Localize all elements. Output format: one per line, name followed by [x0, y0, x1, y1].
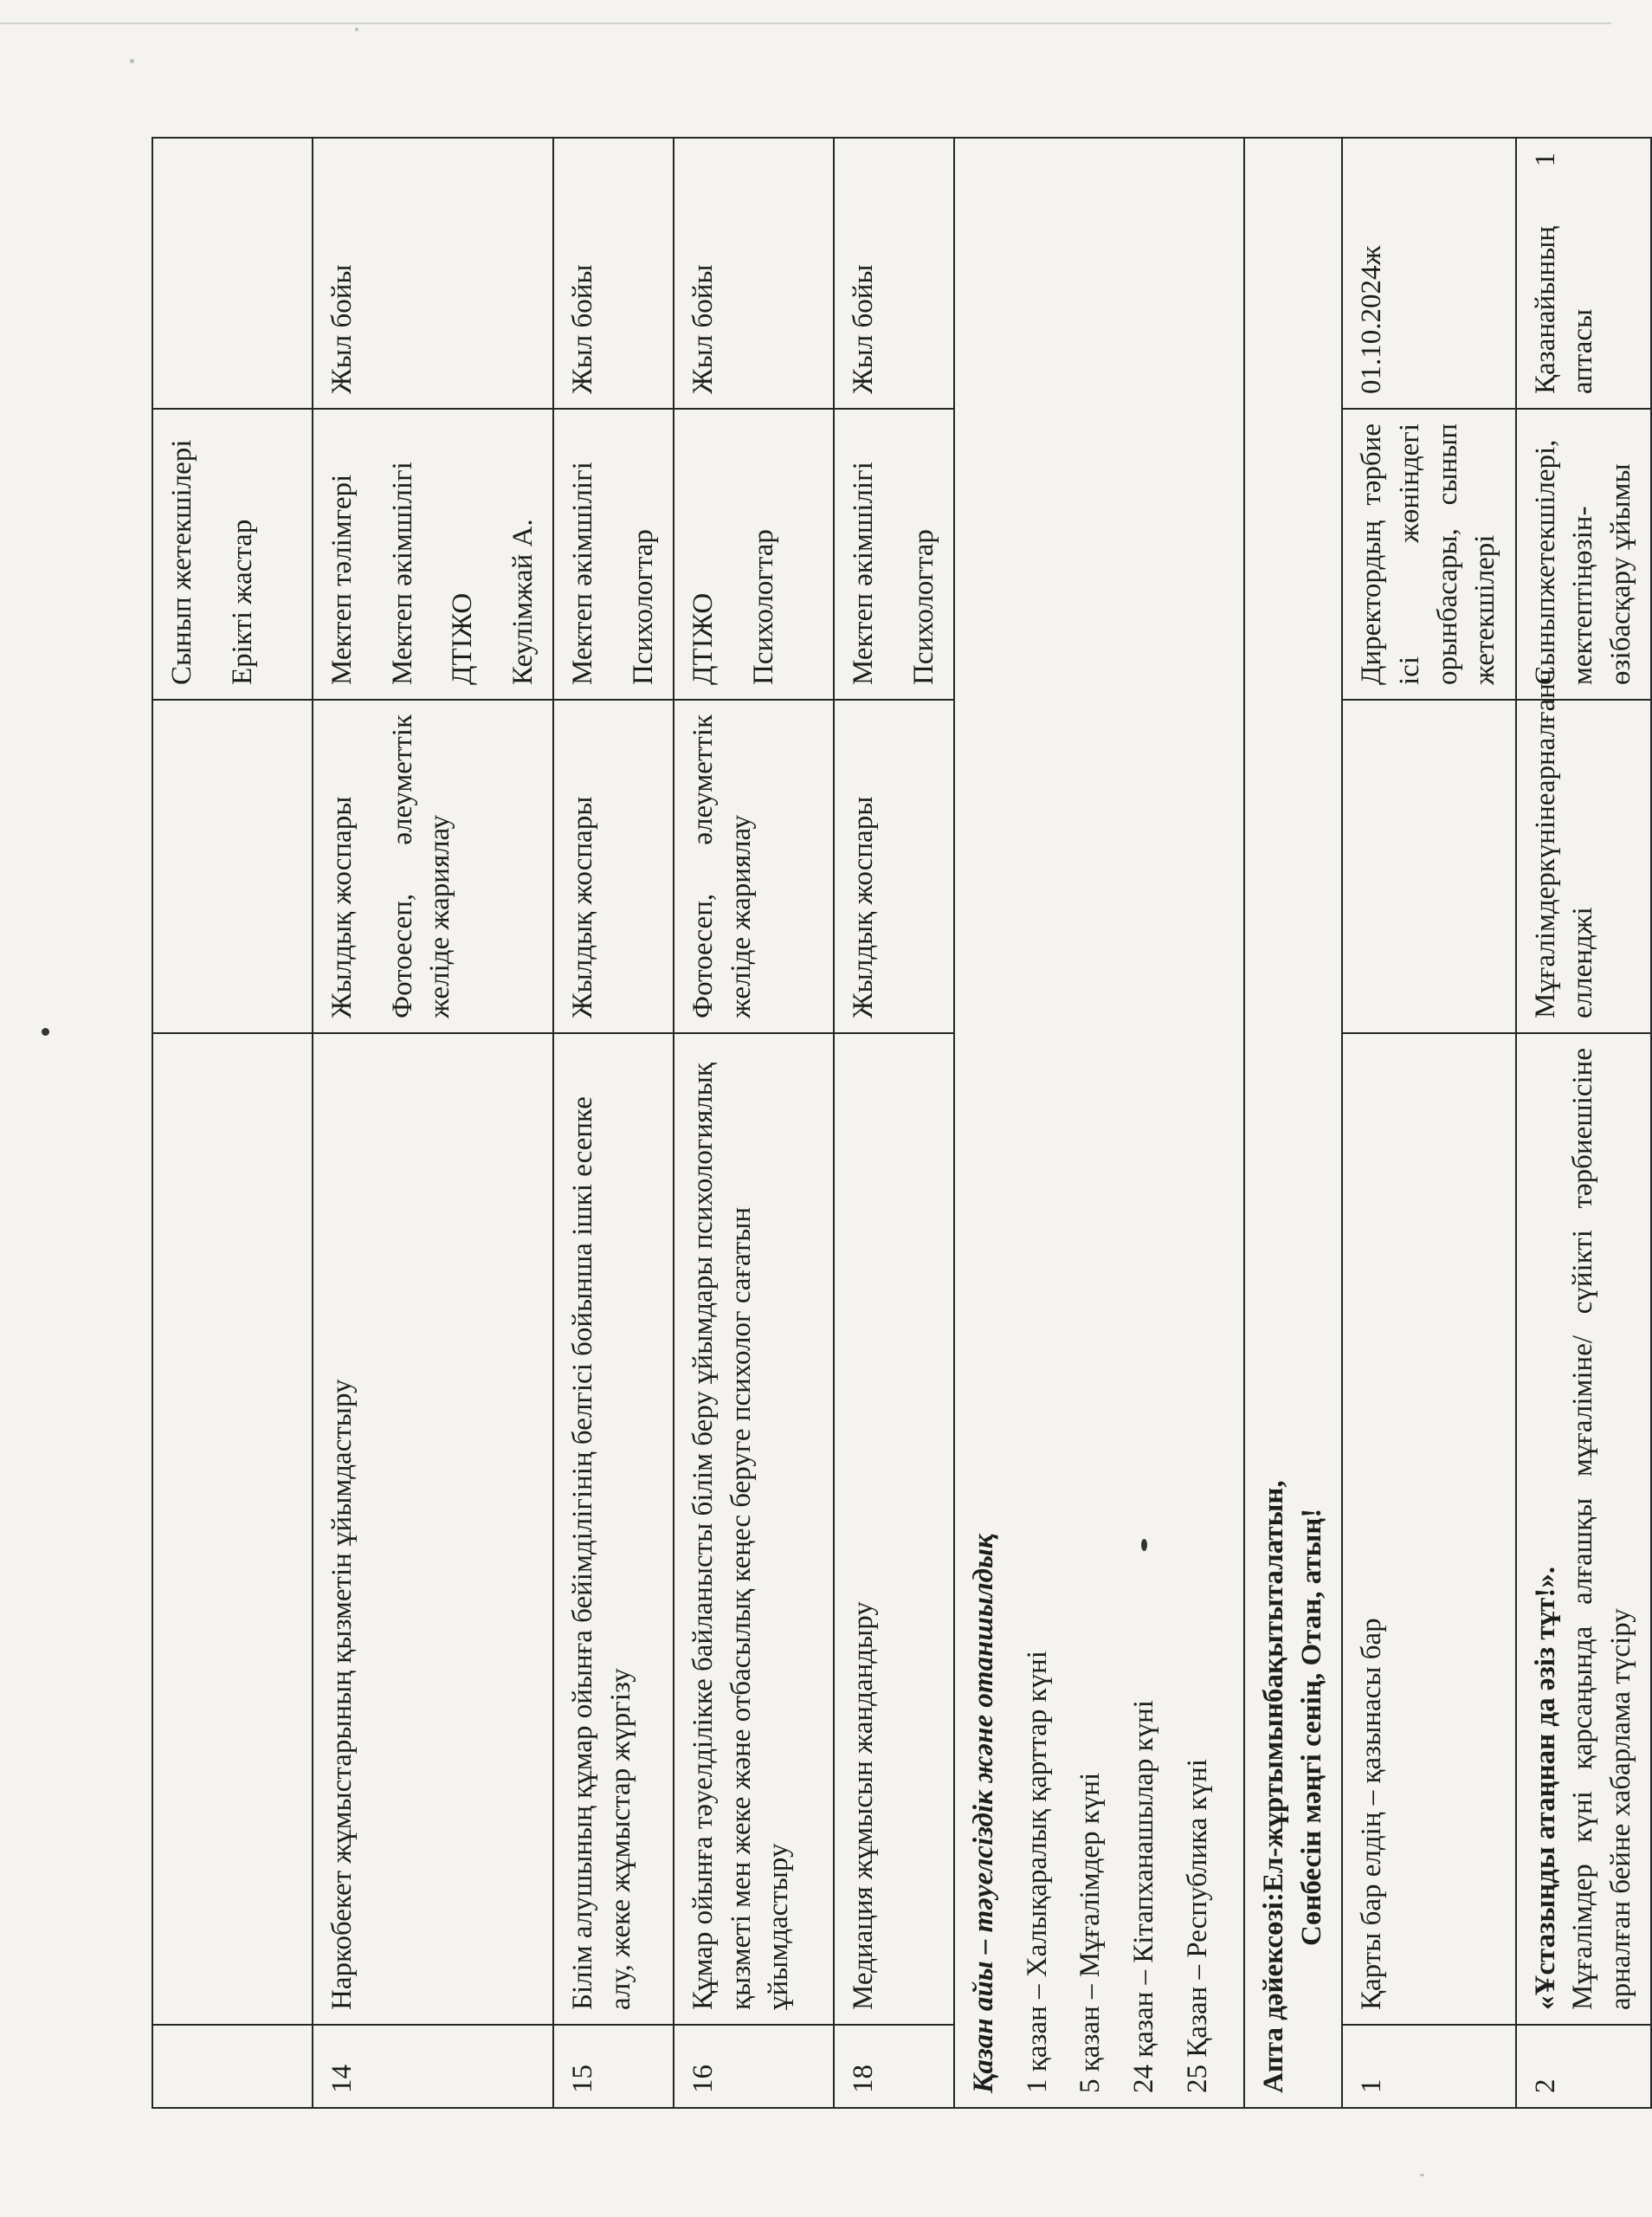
responsible-cell	[674, 409, 834, 700]
responsible-line: Психологтар	[627, 529, 659, 685]
time-cell: Жыл бойы	[834, 138, 954, 409]
month-date: 24 қазан – Кітапханашылар күні	[1128, 1700, 1160, 2093]
responsible-line: ДТІЖО	[687, 592, 720, 685]
event-cell: Медиация жұмысын жандандыру	[834, 1033, 954, 2025]
responsible-cell	[834, 409, 954, 700]
event-cell	[152, 1033, 313, 2025]
table-row	[553, 138, 674, 2108]
form-cell	[674, 700, 834, 1033]
table-row	[1342, 138, 1515, 2108]
responsible-line: Ерікті жастар	[226, 519, 258, 685]
table-row	[674, 138, 834, 2108]
form-cell: Мұғалімдеркүнінеарналғанч елленджі	[1516, 700, 1652, 1033]
responsible-line: Сынып жетекшілері	[166, 439, 197, 685]
ink-speck	[42, 1028, 49, 1036]
time-cell: Жыл бойы	[313, 138, 553, 409]
form-cell	[553, 700, 674, 1033]
table-row	[1516, 138, 1652, 2108]
month-section-row	[954, 138, 1244, 2108]
time-text: Қазанайының аптасы	[1529, 226, 1599, 394]
scan-speck	[355, 28, 358, 31]
plan-table	[152, 137, 1652, 2109]
event-cell: Құмар ойынға тәуелділікке байланысты білім беру ұйымдары психологиялық қызметі мен жеке және отбасылық кеңес беруге психолог сағатын ұйымдастыру	[674, 1033, 834, 2025]
event-text: Мұғалімдер күні қарсаңында алғашқы мұғаліміне/ сүйікті тәрбиешісіне арналған бейне хабарлама түсіру	[1567, 1048, 1636, 2010]
scan-speck	[130, 59, 134, 63]
time-cell: Жыл бойы	[674, 138, 834, 409]
event-cell: Білім алушының құмар ойынға бейімділігінің белгісі бойынша ішкі есепке алу, жеке жұмыстар жүргізу	[553, 1033, 674, 2025]
row-number	[152, 2025, 313, 2108]
form-line: Фотоесеп, әлеуметтік желіде жариялау	[687, 714, 757, 1018]
form-line: Жылдық жоспары	[567, 796, 599, 1018]
rotated-document-page	[152, 139, 1636, 2109]
responsible-line: Психологтар	[747, 529, 779, 685]
responsible-line: Мектеп тәлімгері	[326, 474, 358, 685]
time-cell: 01.10.2024ж	[1342, 138, 1515, 409]
event-cell: Наркобекет жұмыстарының қызметін ұйымдастыру	[313, 1033, 553, 2025]
event-title: «Ұстазыңды атаңнан да әзіз тұт!».	[1529, 1566, 1561, 2010]
scanner-edge-line	[0, 23, 1611, 24]
month-title: Қазан айы – тәуелсіздік және отаншылдық	[968, 1534, 1000, 2093]
responsible-cell	[313, 409, 553, 700]
form-line: Жылдық жоспары	[326, 796, 358, 1018]
form-cell	[834, 700, 954, 1033]
responsible-line: Мектеп әкімшілігі	[386, 462, 418, 685]
table-row	[834, 138, 954, 2108]
motto-line: Апта дәйексөзі:Ел-жұртымынбақытыталатын,	[1258, 1480, 1290, 2093]
motto-line: Сөнбесін мәңгі сенің, Отан, атың!	[1295, 1508, 1327, 1946]
responsible-line: Психологтар	[907, 529, 939, 685]
row-number: 14	[313, 2025, 553, 2108]
responsible-line: Мектеп әкімшілігі	[567, 462, 599, 685]
responsible-line: Кеулімжай А.	[507, 519, 539, 685]
month-date: 25 Қазан – Республика күні	[1181, 1759, 1213, 2093]
month-section	[954, 138, 1244, 2108]
responsible-line: ДТІЖО	[447, 592, 479, 685]
event-cell	[1516, 1033, 1652, 2025]
time-cell	[1516, 138, 1652, 409]
form-line: Жылдық жоспары	[848, 796, 880, 1018]
form-cell	[1342, 700, 1515, 1033]
form-cell	[152, 700, 313, 1033]
week-motto	[1244, 138, 1342, 2108]
row-number: 2	[1516, 2025, 1652, 2108]
time-cell	[152, 138, 313, 409]
row-number: 1	[1342, 2025, 1515, 2108]
row-number: 15	[553, 2025, 674, 2108]
form-line: Фотоесеп, әлеуметтік желіде жариялау	[386, 714, 456, 1018]
event-cell: Қарты бар елдің – қазынасы бар	[1342, 1033, 1515, 2025]
responsible-cell	[553, 409, 674, 700]
table-row	[313, 138, 553, 2108]
form-cell	[313, 700, 553, 1033]
time-cell: Жыл бойы	[553, 138, 674, 409]
page-mark: 1	[1529, 152, 1561, 167]
row-number: 16	[674, 2025, 834, 2108]
month-date: 5 қазан – Мұғалімдер күні	[1074, 1772, 1107, 2093]
table-row	[152, 138, 313, 2108]
row-number: 18	[834, 2025, 954, 2108]
month-date: 1 қазан – Халықаралық қарттар күні	[1021, 1651, 1053, 2093]
responsible-cell: Сыныпжетекшілері, мектептіңөзін-өзібасқару ұйымы	[1516, 409, 1652, 700]
responsible-cell: Директордың тәрбие ісі жөніндегі орынбасары, сынып жетекшілері	[1342, 409, 1515, 700]
responsible-cell	[152, 409, 313, 700]
scan-speck	[1420, 2174, 1424, 2176]
responsible-line: Мектеп әкімшілігі	[848, 462, 880, 685]
motto-row	[1244, 138, 1342, 2108]
